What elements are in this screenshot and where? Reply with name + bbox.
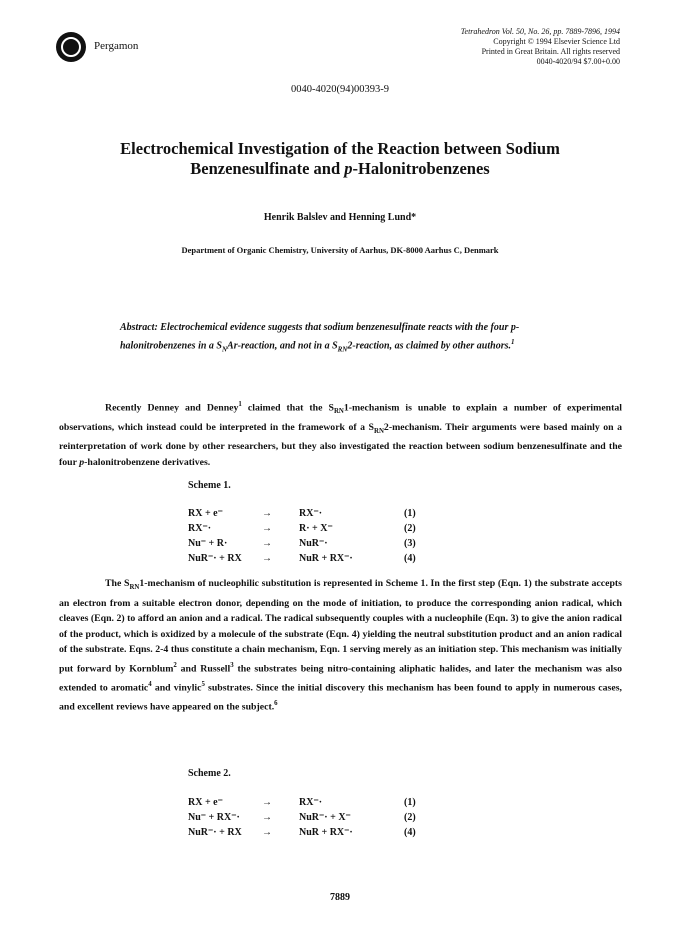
scheme-2-row: NuR⁻· + RX → NuR + RX⁻· (4) xyxy=(188,827,416,838)
scheme-1-row: RX + e⁻ → RX⁻· (1) xyxy=(188,508,416,519)
paragraph-mechanism: The $S_{RN}1$-mechanism of nucleophilic substitution is represented in Scheme 1. In the first step (Eqn. 1) the substrate accepts an electron from a suitable electron donor, depending on the mode of initiation, to produce the corresponding anion radical, which cleaves (Eqn. 2) to afford an anion and a radical. The radical subsequently couples with a nucleophile (Eqn. 3) to give the anion radical of the product, which is oxidized by a molecule of the substrate (Eqn. 4) yielding the neutral substitution product and an anion radical of the substrate. Eqns. 2-4 thus constitute a chain mechanism, Eqn. 1 serving merely as an initiation step. This mechanism was initially put forward by Kornblum$^2$ and Russell$^3$ the substrates being nitro-containing aliphatic halides, and later the mechanism was also extended to aromatic$^4$ and vinylic$^5$ substrates. Since the initial discovery this mechanism has been found to apply in numerous cases, and excellent reviews have appeared on the subject.$^6$ xyxy=(59,578,622,712)
scheme-1-row: NuR⁻· + RX → NuR + RX⁻· (4) xyxy=(188,553,416,564)
journal-citation: Tetrahedron Vol. 50, No. 26, pp. 7889-7896, 1994 xyxy=(460,27,620,36)
abstract: Abstract: Electrochemical evidence suggests that sodium benzenesulfinate reacts with the four p-halonitrobenzenes in a $S_NAr$-reaction, and not in a $S_{RN}2$-reaction, as claimed by other authors.$^1$ xyxy=(120,322,520,354)
abstract-label: Abstract: xyxy=(120,322,158,333)
copyright-line: Copyright © 1994 Elsevier Science Ltd xyxy=(493,37,620,46)
scheme-2-label: Scheme 2. xyxy=(188,768,231,779)
document-id: 0040-4020(94)00393-9 xyxy=(291,84,389,95)
scheme-1-row: Nu⁻ + R· → NuR⁻· (3) xyxy=(188,538,416,549)
printed-line: Printed in Great Britain. All rights reserved xyxy=(481,47,620,56)
article-title xyxy=(70,139,610,179)
scheme-1-row: RX⁻· → R· + X⁻ (2) xyxy=(188,523,416,534)
paragraph-intro: Recently Denney and Denney$^1$ claimed that the $S_{RN}1$-mechanism is unable to explain a number of experimental observations, which instead could be interpreted in the framework of a $S_{RN}2$-mechanism. Their arguments were based mainly on a reinterpretation of work done by other researchers, but they also investigated the reaction between sodium benzenesulfinate and the four p-halonitrobenzene derivatives. xyxy=(59,401,622,468)
publisher-name: Pergamon xyxy=(94,40,139,52)
affiliation: Department of Organic Chemistry, University of Aarhus, DK-8000 Aarhus C, Denmark xyxy=(181,245,499,255)
scheme-1-label: Scheme 1. xyxy=(188,480,231,491)
authors: Henrik Balslev and Henning Lund* xyxy=(263,212,417,223)
pergamon-logo-icon xyxy=(56,32,86,62)
scheme-2-row: RX + e⁻ → RX⁻· (1) xyxy=(188,797,416,808)
title-line-1: Electrochemical Investigation of the Reaction between Sodium xyxy=(120,139,560,158)
title-line-2: Benzenesulfinate and p-Halonitrobenzenes xyxy=(190,159,490,178)
scheme-2 xyxy=(188,797,424,842)
journal-info xyxy=(461,27,620,67)
scheme-2-row: Nu⁻ + RX⁻· → NuR⁻· + X⁻ (2) xyxy=(188,812,416,823)
scheme-1 xyxy=(188,508,424,568)
page-number: 7889 xyxy=(330,892,350,903)
price-code: 0040-4020/94 $7.00+0.00 xyxy=(536,57,620,66)
